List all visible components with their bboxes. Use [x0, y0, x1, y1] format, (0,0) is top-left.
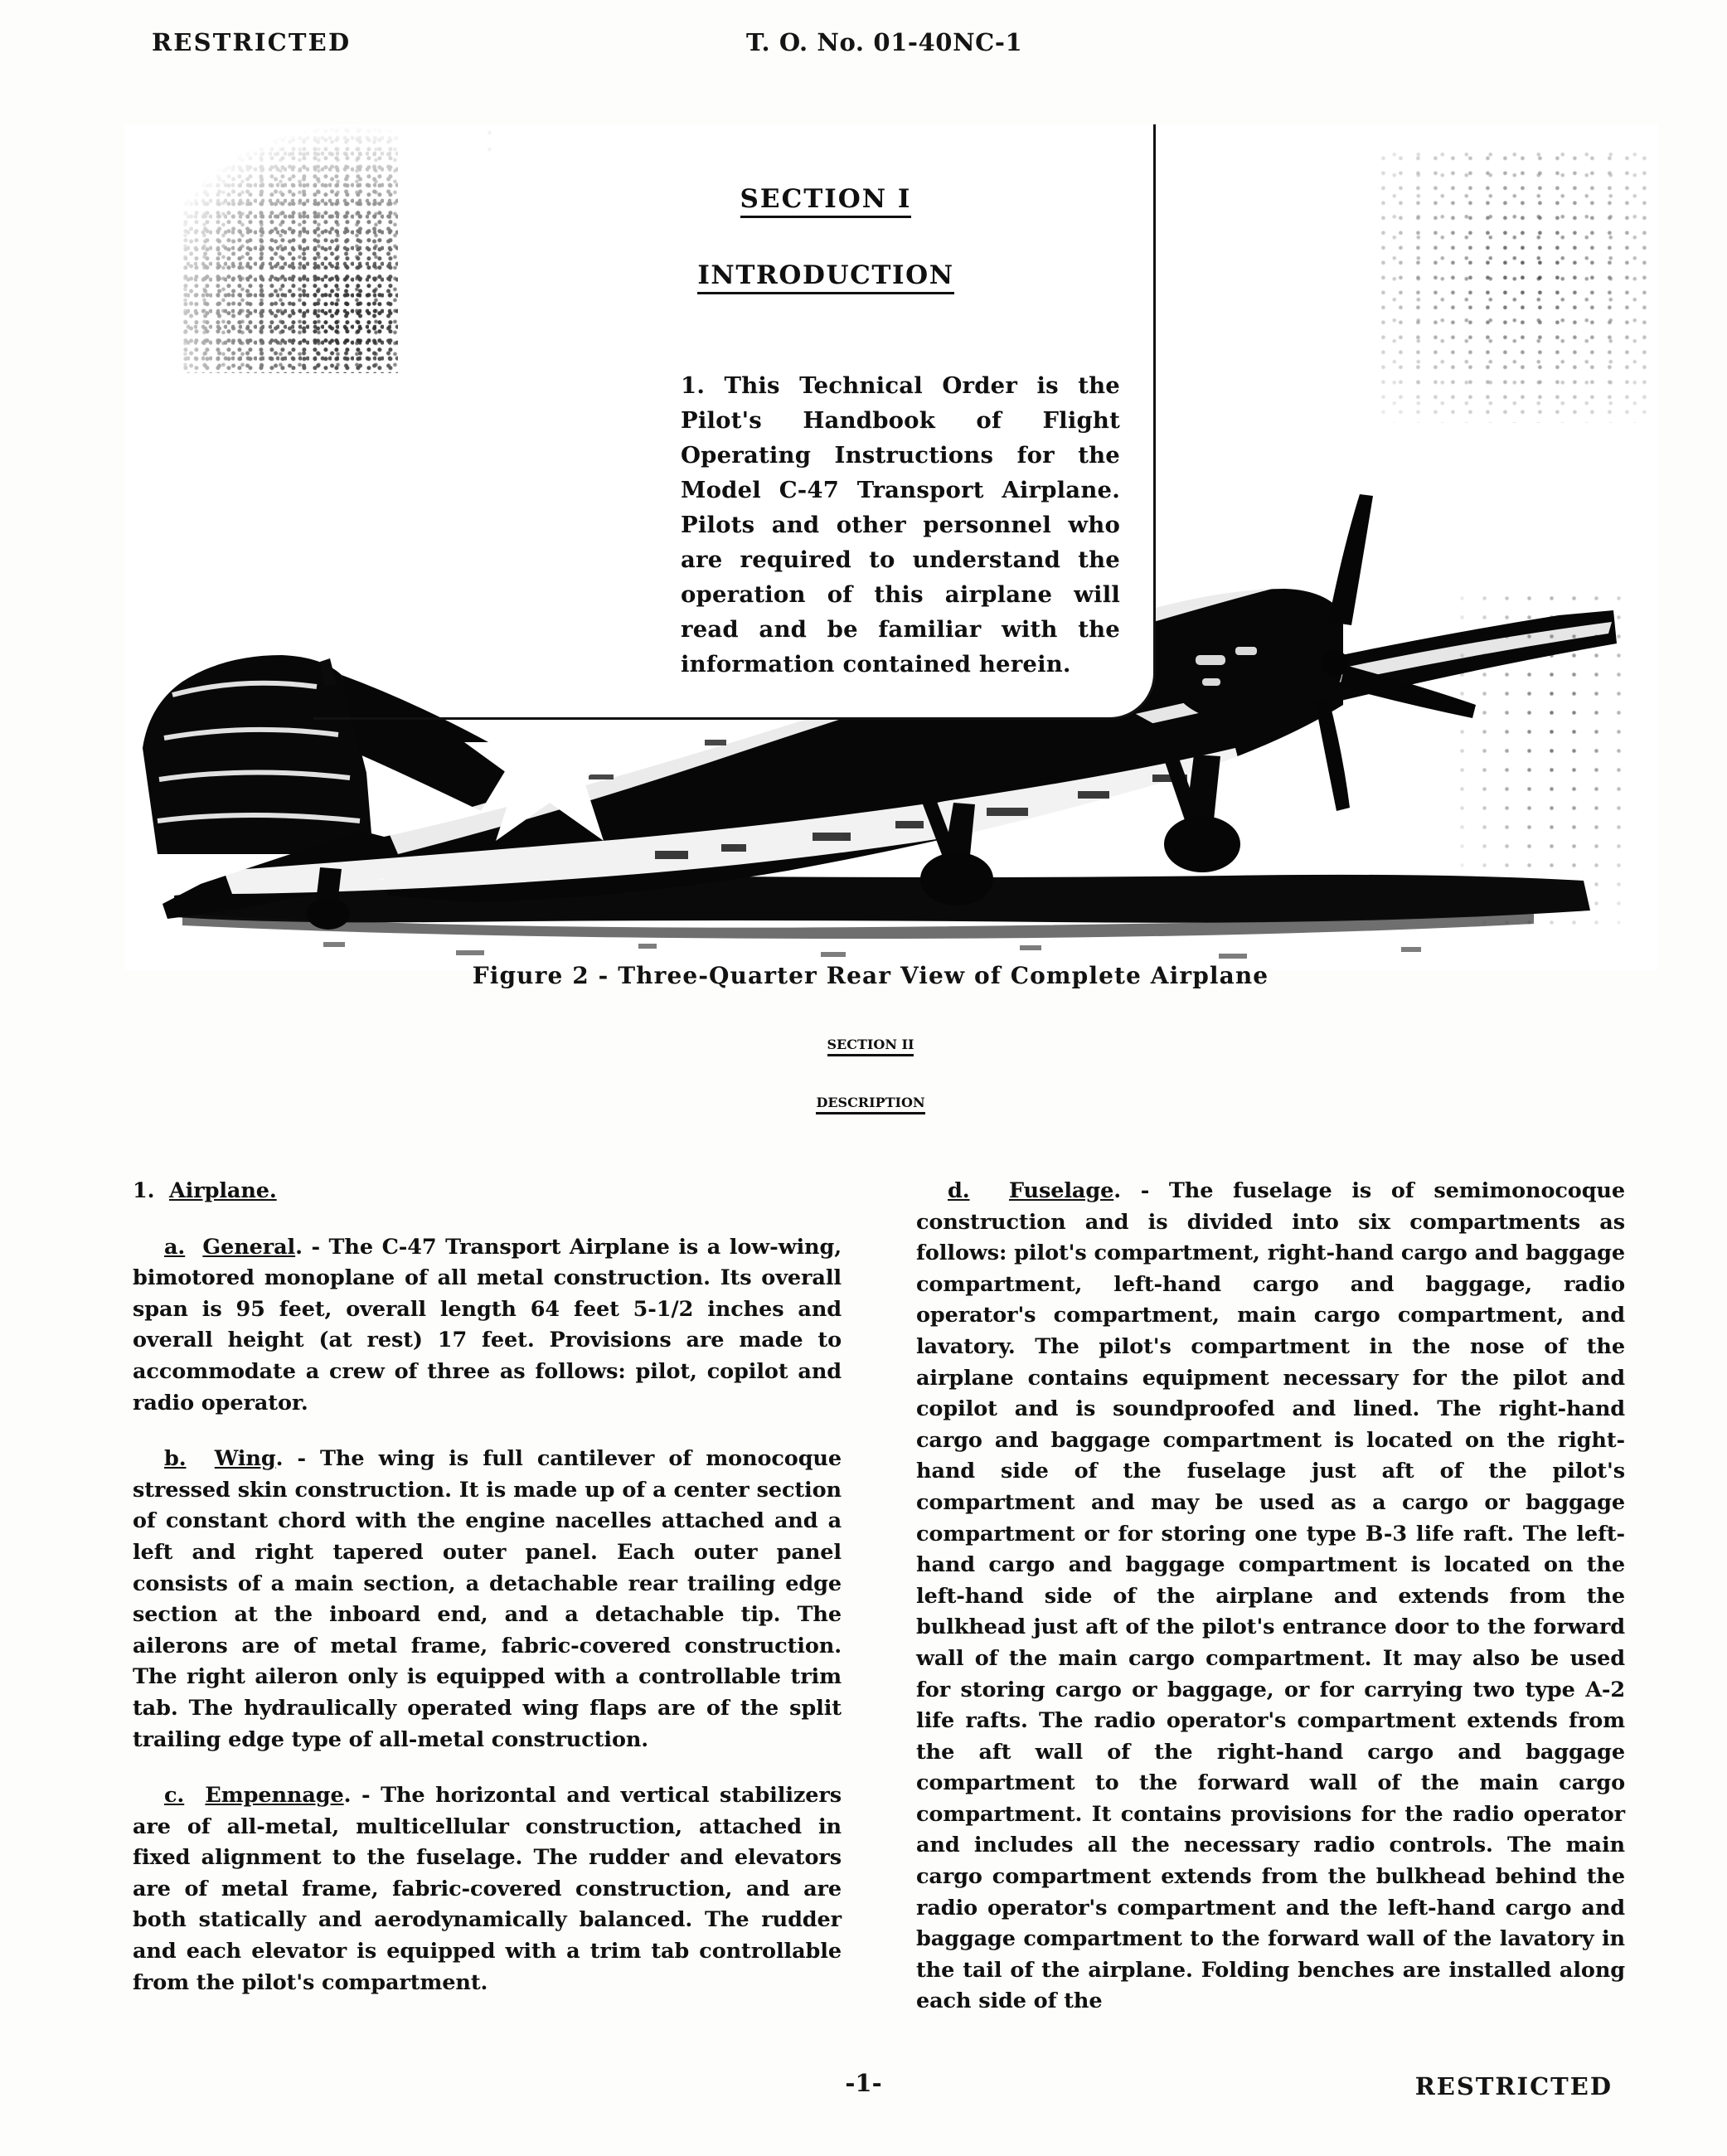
header-classification-left: RESTRICTED: [152, 28, 352, 56]
paragraph-a-general: [133, 1232, 842, 1420]
paragraph-b-wing: [133, 1444, 842, 1755]
paragraph-d-text: The fuselage is of semimonocoque construction and is divided into six compartments as follows: pilot's compartment, right-hand cargo and baggage compartment, left-hand cargo and baggage, radio operator's compartment, main cargo compartment, and lavatory. The pilot's compartment in the nose of the airplane contains equipment necessary for the pilot and copilot and is soundproofed and lined. The right-hand cargo and baggage compartment is located on the right-hand side of the fuselage just aft of the pilot's compartment and may be used as a cargo or baggage compartment or for storing one type B-3 life raft. The left-hand cargo and baggage compartment is located on the left-hand side of the airplane and extends from the bulkhead just aft of the pilot's entrance door to the forward wall of the main cargo compartment. It may also be used for storing cargo or baggage, or for carrying two type A-2 life rafts. The radio operator's compartment extends from the aft wall of the right-hand cargo and baggage compartment to the forward wall of the main cargo compartment. It contains provisions for the radio operator and includes all the necessary radio controls. The main cargo compartment extends from the bulkhead behind the radio operator's compartment and the left-hand cargo and baggage compartment to the forward wall of the lavatory in the tail of the airplane. Folding benches are installed along each side of the: [916, 1178, 1625, 2014]
item-1-number: 1.: [133, 1178, 155, 1203]
description-heading: [124, 1095, 1617, 1114]
paragraph-c-text: The horizontal and vertical stabilizers are of all-metal, multicellular construction, attached in fixed alignment to the fuselage. The rudder and elevators are of metal frame, fabric-covered construction, and are both statically and aerodynamically balanced. The rudder and each elevator is equipped with a trim tab controllable from the pilot's compartment.: [133, 1783, 842, 1995]
description-heading-text: DESCRIPTION: [816, 1095, 924, 1114]
paragraph-c-letter: c.: [164, 1783, 185, 1809]
page-number: -1-: [845, 2069, 882, 2097]
paragraph-c-separator: . -: [343, 1783, 381, 1809]
item-1-heading: [133, 1176, 842, 1207]
airplane-photograph: [124, 124, 1658, 970]
paragraph-a-letter: a.: [164, 1234, 186, 1260]
paragraph-b-text: The wing is full cantilever of monocoque stressed skin construction. It is made up of a center section of constant chord with the engine nacelles attached and a left and right tapered outer panel. Each outer panel consists of a main section, a detachable rear trailing edge section at the inboard end, and a detachable tip. The ailerons are of metal frame, fabric-covered construction. The right aileron only is equipped with a controllable trim tab. The hydraulically operated wing flaps are of the split trailing edge type of all-metal construction.: [133, 1446, 842, 1752]
introduction-paragraph: 1. This Technical Order is the Pilot's Handbook of Flight Operating Instructions for the Model C-47 Transport Airplane. Pilots and other personnel who are required to understand the operation of this airplane will read and be familiar with the information contained herein.: [681, 372, 1120, 677]
header-document-number: T. O. No. 01-40NC-1: [746, 28, 1023, 56]
paragraph-b-letter: b.: [164, 1446, 187, 1472]
introduction-callout-box: [511, 124, 1156, 720]
paragraph-b-separator: . -: [275, 1446, 321, 1472]
section-ii-heading-text: SECTION II: [827, 1037, 914, 1056]
section-i-heading-text: SECTION I: [740, 184, 912, 218]
section-ii-heading: [124, 1037, 1617, 1056]
page-header: [0, 28, 1727, 66]
paragraph-d-fuselage: [916, 1176, 1625, 2018]
introduction-heading: [511, 260, 1141, 294]
footer-classification-right: RESTRICTED: [1414, 2072, 1613, 2100]
paragraph-a-title: General: [202, 1234, 296, 1260]
figure-2: [124, 124, 1658, 970]
figure-caption: Figure 2 - Three-Quarter Rear View of Complete Airplane: [472, 962, 1269, 989]
paragraph-c-empennage: [133, 1780, 842, 1998]
right-column: [916, 1176, 1625, 2018]
section-i-heading: [511, 184, 1141, 218]
paragraph-a-text: The C-47 Transport Airplane is a low-wing, bimotored monoplane of all metal construction. Its overall span is 95 feet, overall length 64 feet 5-1/2 inches and overall height (at rest) 17 feet. Provisions are made to accommodate a crew of three as follows: pilot, copilot and radio operator.: [133, 1234, 842, 1415]
paragraph-d-title: Fuselage: [1008, 1178, 1114, 1203]
paragraph-d-separator: . -: [1113, 1178, 1169, 1203]
item-1-title: Airplane.: [168, 1178, 277, 1203]
body-columns: [133, 1176, 1625, 2055]
paragraph-c-title: Empennage: [205, 1783, 344, 1809]
page-footer: [0, 2069, 1727, 2110]
paragraph-d-letter: d.: [948, 1178, 970, 1203]
paragraph-b-title: Wing: [214, 1446, 276, 1472]
paragraph-a-separator: . -: [295, 1234, 329, 1260]
left-column: [133, 1176, 842, 1998]
introduction-heading-text: INTRODUCTION: [697, 260, 953, 294]
